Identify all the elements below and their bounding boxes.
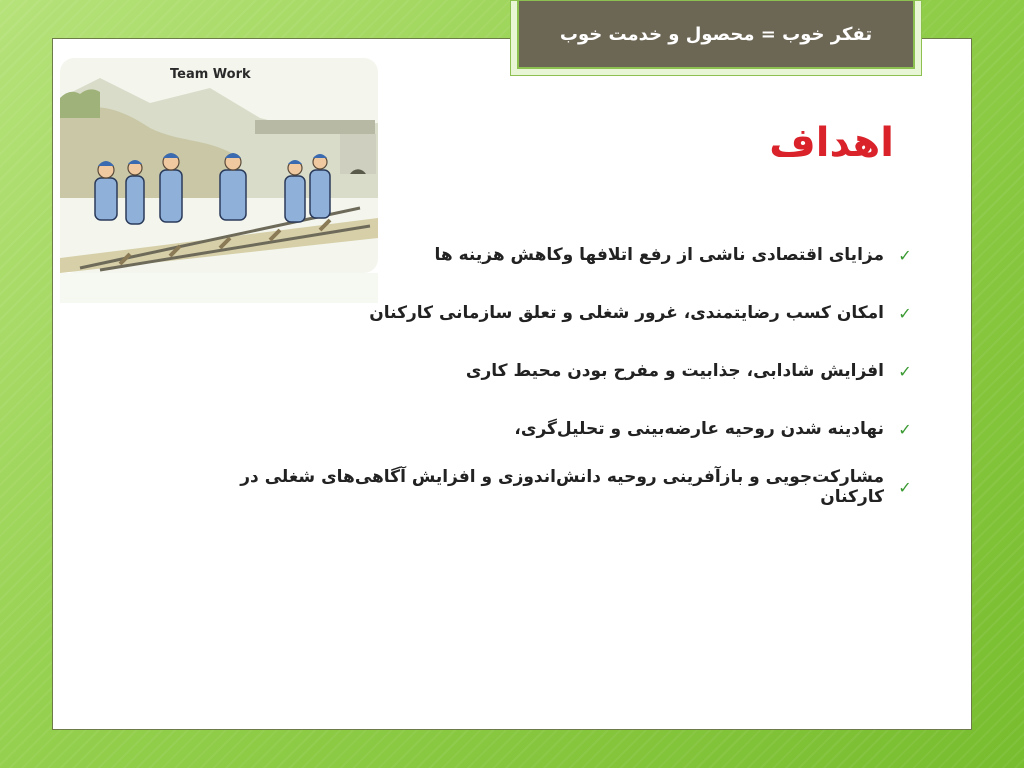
header-box (517, 1, 915, 69)
bullet-text: مزایای اقتصادی ناشی از رفع اتلافها وکاهش هزینه ها (434, 245, 884, 265)
header-text: تفکر خوب = محصول و خدمت خوب (559, 23, 873, 45)
header-frame (510, 0, 922, 76)
bullet-text: افزایش شادابی، جذابیت و مفرح بودن محیط کاری (465, 361, 884, 381)
bullet-list (196, 226, 916, 516)
check-icon: ✓ (898, 245, 912, 265)
bullet-item (196, 342, 916, 400)
bullet-item (196, 284, 916, 342)
check-icon: ✓ (898, 477, 912, 497)
check-icon: ✓ (898, 419, 912, 439)
check-icon: ✓ (898, 303, 912, 323)
bullet-text: امکان کسب رضایتمندی، غرور شغلی و تعلق سازمانی کارکنان (369, 303, 884, 323)
bullet-item (196, 400, 916, 458)
bullet-text: نهادینه شدن روحیه عارضه‌بینی و تحلیل‌گری، (514, 419, 884, 439)
check-icon: ✓ (898, 361, 912, 381)
bullet-item (196, 458, 916, 516)
bullet-item (196, 226, 916, 284)
slide-title: اهداف (769, 120, 894, 166)
bullet-text: مشارکت‌جویی و بازآفرینی روحیه دانش‌اندوزی و افزایش آگاهی‌های شغلی در کارکنان (240, 467, 884, 507)
illustration-caption: Team Work (170, 67, 251, 82)
